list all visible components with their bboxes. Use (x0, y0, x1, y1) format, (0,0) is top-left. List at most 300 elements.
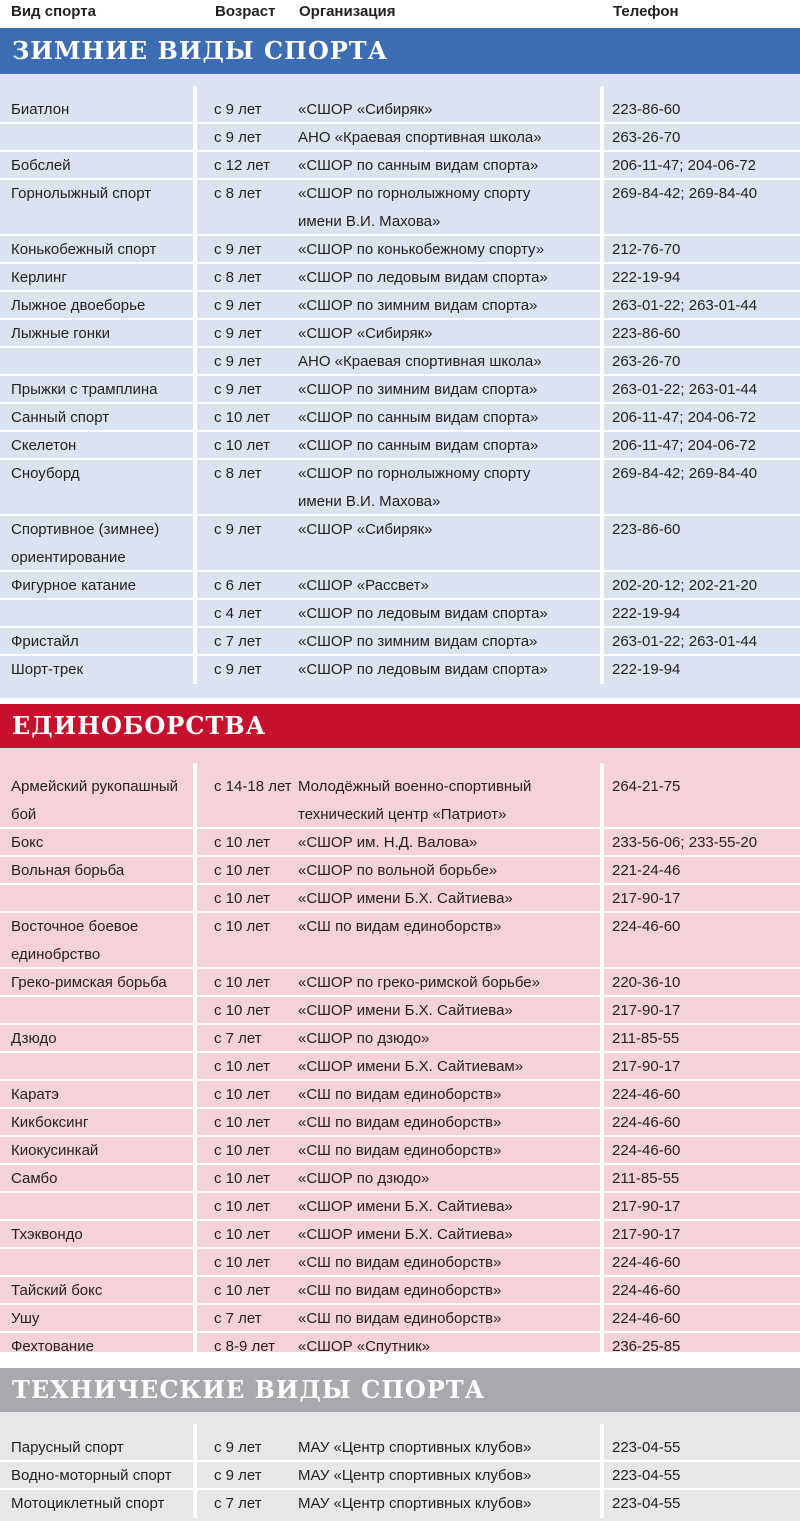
row-divider (604, 598, 800, 600)
column-divider (193, 763, 197, 1361)
cell-age: с 7 лет (214, 1495, 262, 1512)
row-divider (0, 346, 193, 348)
cell-phone: 202-20-12; 202-21-20 (612, 577, 758, 594)
row-divider (604, 855, 800, 857)
cell-org-line: «СШОР по горнолыжному спорту (298, 465, 531, 482)
table-row (0, 152, 800, 180)
row-divider (197, 290, 600, 292)
cell-org-line: «СШ по видам единоборств» (298, 1254, 502, 1271)
cell-org-line: «СШОР имени Б.Х. Сайтиева» (298, 1226, 513, 1243)
cell-age: с 10 лет (214, 834, 270, 851)
row-divider (604, 1331, 800, 1333)
cell-sport (11, 404, 191, 432)
cell-age: с 9 лет (214, 381, 262, 398)
table-row (0, 1462, 800, 1490)
cell-sport (11, 857, 191, 885)
cell-sport (11, 236, 191, 264)
cell-org-line: «СШОР по ледовым видам спорта» (298, 661, 548, 678)
cell-age: с 10 лет (214, 1086, 270, 1103)
cell-org (298, 829, 598, 857)
row-divider (0, 967, 193, 969)
table-row (0, 376, 800, 404)
cell-org-line: «СШОР по ледовым видам спорта» (298, 269, 548, 286)
row-divider (0, 178, 193, 180)
cell-age: с 10 лет (214, 437, 270, 454)
cell-sport-line: Бокс (11, 834, 44, 851)
cell-age: с 9 лет (214, 353, 262, 370)
cell-sport-line: Вольная борьба (11, 862, 125, 879)
cell-age: с 7 лет (214, 633, 262, 650)
cell-age: с 10 лет (214, 918, 270, 935)
row-divider (0, 1135, 193, 1137)
row-divider (197, 346, 600, 348)
row-divider (604, 1163, 800, 1165)
cell-org (298, 1434, 598, 1462)
table-row (0, 1277, 800, 1305)
cell-sport-line: Бобслей (11, 157, 71, 174)
cell-org-line: «СШОР по горнолыжному спорту (298, 185, 531, 202)
cell-sport (11, 320, 191, 348)
cell-sport-line: Спортивное (зимнее) (11, 521, 160, 538)
cell-sport (11, 152, 191, 180)
cell-org (298, 1081, 598, 1109)
cell-sport-line: Парусный спорт (11, 1439, 124, 1456)
cell-sport (11, 773, 191, 829)
table-row (0, 236, 800, 264)
cell-sport-line: Восточное боевое (11, 918, 139, 935)
row-divider (0, 1191, 193, 1193)
cell-phone: 263-01-22; 263-01-44 (612, 381, 758, 398)
row-divider (604, 318, 800, 320)
cell-sport (11, 264, 191, 292)
row-divider (0, 430, 193, 432)
row-divider (197, 1275, 600, 1277)
row-divider (604, 1460, 800, 1462)
column-divider (193, 86, 197, 684)
cell-phone: 211-85-55 (612, 1170, 680, 1187)
cell-sport-line: Лыжные гонки (11, 325, 110, 342)
cell-org (298, 124, 598, 152)
cell-age: с 9 лет (214, 101, 262, 118)
cell-sport-line: Лыжное двоеборье (11, 297, 146, 314)
cell-org-line: МАУ «Центр спортивных клубов» (298, 1439, 532, 1456)
row-divider (0, 827, 193, 829)
cell-age: с 9 лет (214, 1439, 262, 1456)
cell-phone: 236-25-85 (612, 1338, 681, 1355)
cell-org (298, 152, 598, 180)
row-divider (0, 1488, 193, 1490)
cell-phone: 263-26-70 (612, 129, 681, 146)
row-divider (197, 1191, 600, 1193)
cell-org (298, 320, 598, 348)
cell-sport-line: единобрство (11, 946, 101, 963)
row-divider (197, 1219, 600, 1221)
table-row (0, 1081, 800, 1109)
cell-org (298, 656, 598, 684)
cell-org (298, 1249, 598, 1277)
cell-age: с 10 лет (214, 1282, 270, 1299)
cell-age: с 10 лет (214, 974, 270, 991)
row-divider (0, 855, 193, 857)
cell-sport-line: Каратэ (11, 1086, 59, 1103)
cell-phone: 269-84-42; 269-84-40 (612, 465, 758, 482)
row-divider (197, 570, 600, 572)
row-divider (197, 1488, 600, 1490)
cell-org (298, 432, 598, 460)
cell-org (298, 180, 598, 236)
row-divider (604, 346, 800, 348)
cell-org-line: «СШ по видам единоборств» (298, 1086, 502, 1103)
row-divider (604, 290, 800, 292)
row-divider (604, 1135, 800, 1137)
cell-sport-line: Тайский бокс (11, 1282, 103, 1299)
table-row (0, 320, 800, 348)
table-row (0, 1109, 800, 1137)
row-divider (604, 626, 800, 628)
column-divider (600, 763, 604, 1361)
cell-phone: 223-04-55 (612, 1467, 681, 1484)
table-row (0, 628, 800, 656)
cell-org (298, 1109, 598, 1137)
cell-org (298, 572, 598, 600)
cell-sport (11, 1081, 191, 1109)
cell-sport-line: Ушу (11, 1310, 40, 1327)
cell-age: с 9 лет (214, 1467, 262, 1484)
table-row (0, 1025, 800, 1053)
cell-org (298, 460, 598, 516)
table-row (0, 857, 800, 885)
cell-sport (11, 1277, 191, 1305)
row-divider (197, 430, 600, 432)
row-divider (0, 654, 193, 656)
cell-org-line: «СШОР по санным видам спорта» (298, 157, 539, 174)
cell-phone: 224-46-60 (612, 1282, 681, 1299)
cell-age: с 9 лет (214, 661, 262, 678)
cell-org-line: «СШ по видам единоборств» (298, 1142, 502, 1159)
row-divider (0, 1275, 193, 1277)
row-divider (0, 1163, 193, 1165)
section-title-combat: ЕДИНОБОРСТВА (0, 704, 800, 748)
row-divider (0, 883, 193, 885)
cell-org (298, 1193, 598, 1221)
row-divider (604, 995, 800, 997)
cell-sport (11, 376, 191, 404)
cell-age: с 9 лет (214, 241, 262, 258)
cell-phone: 223-86-60 (612, 325, 681, 342)
column-divider (600, 86, 604, 684)
cell-sport (11, 1434, 191, 1462)
row-divider (197, 1247, 600, 1249)
row-divider (0, 1023, 193, 1025)
cell-sport-line: ориентирование (11, 549, 126, 566)
row-divider (0, 1247, 193, 1249)
row-divider (197, 178, 600, 180)
cell-age: с 8 лет (214, 269, 262, 286)
row-divider (604, 1023, 800, 1025)
cell-org (298, 1277, 598, 1305)
table-row (0, 1434, 800, 1462)
cell-age: с 8-9 лет (214, 1338, 275, 1355)
row-divider (604, 570, 800, 572)
cell-phone: 224-46-60 (612, 918, 681, 935)
row-divider (604, 262, 800, 264)
cell-org-line: МАУ «Центр спортивных клубов» (298, 1467, 532, 1484)
cell-phone: 222-19-94 (612, 269, 681, 286)
cell-age: с 8 лет (214, 185, 262, 202)
cell-org-line: имени В.И. Махова» (298, 493, 441, 510)
cell-org-line: технический центр «Патриот» (298, 806, 507, 823)
row-divider (197, 654, 600, 656)
row-divider (604, 1191, 800, 1193)
cell-sport (11, 1025, 191, 1053)
cell-phone: 233-56-06; 233-55-20 (612, 834, 758, 851)
row-divider (604, 967, 800, 969)
table-row (0, 124, 800, 152)
cell-sport-line: Биатлон (11, 101, 70, 118)
table-row (0, 885, 800, 913)
table-row (0, 997, 800, 1025)
cell-sport (11, 1333, 191, 1361)
cell-sport-line: Сноуборд (11, 465, 80, 482)
cell-org (298, 516, 598, 544)
cell-org (298, 376, 598, 404)
cell-phone: 206-11-47; 204-06-72 (612, 157, 756, 174)
cell-sport-line: Конькобежный спорт (11, 241, 157, 258)
cell-org-line: «СШОР «Спутник» (298, 1338, 430, 1355)
cell-sport (11, 432, 191, 460)
cell-sport-line: Керлинг (11, 269, 67, 286)
cell-org-line: «СШОР по зимним видам спорта» (298, 381, 538, 398)
row-divider (197, 374, 600, 376)
cell-age: с 10 лет (214, 1254, 270, 1271)
row-divider (0, 234, 193, 236)
cell-org-line: «СШ по видам единоборств» (298, 1310, 502, 1327)
table-row (0, 292, 800, 320)
cell-sport (11, 913, 191, 969)
row-divider (0, 122, 193, 124)
row-divider (197, 1023, 600, 1025)
table-row (0, 1490, 800, 1518)
cell-sport (11, 572, 191, 600)
cell-sport (11, 292, 191, 320)
cell-phone: 224-46-60 (612, 1142, 681, 1159)
cell-phone: 212-76-70 (612, 241, 681, 258)
cell-org-line: «СШ по видам единоборств» (298, 918, 502, 935)
cell-org (298, 997, 598, 1025)
row-divider (197, 318, 600, 320)
row-divider (197, 1303, 600, 1305)
row-divider (604, 122, 800, 124)
cell-org (298, 773, 598, 829)
table-row (0, 1221, 800, 1249)
cell-phone: 217-90-17 (612, 1226, 681, 1243)
cell-sport-line: Шорт-трек (11, 661, 84, 678)
row-divider (604, 1219, 800, 1221)
cell-phone: 217-90-17 (612, 1002, 681, 1019)
row-divider (0, 318, 193, 320)
cell-sport-line: Санный спорт (11, 409, 110, 426)
cell-org-line: АНО «Краевая спортивная школа» (298, 129, 542, 146)
cell-sport (11, 969, 191, 997)
cell-org-line: «СШОР им. Н.Д. Валова» (298, 834, 478, 851)
cell-org-line: «СШОР «Сибиряк» (298, 101, 433, 118)
cell-sport (11, 1221, 191, 1249)
cell-org-line: «СШОР по вольной борьбе» (298, 862, 498, 879)
row-divider (604, 150, 800, 152)
row-divider (197, 1460, 600, 1462)
table-row (0, 348, 800, 376)
row-divider (0, 1460, 193, 1462)
table-row (0, 1053, 800, 1081)
cell-sport-line: Тхэквондо (11, 1226, 83, 1243)
row-divider (197, 1107, 600, 1109)
cell-age: с 10 лет (214, 1170, 270, 1187)
table-row (0, 180, 800, 236)
cell-sport (11, 180, 191, 208)
cell-org (298, 1025, 598, 1053)
cell-age: с 10 лет (214, 1142, 270, 1159)
section-combat-rows (0, 773, 800, 1361)
cell-org (298, 1462, 598, 1490)
cell-org-line: имени В.И. Махова» (298, 213, 441, 230)
cell-sport (11, 516, 191, 572)
row-divider (604, 458, 800, 460)
cell-phone: 206-11-47; 204-06-72 (612, 409, 756, 426)
cell-org-line: «СШОР по греко-римской борьбе» (298, 974, 540, 991)
cell-sport (11, 1490, 191, 1518)
cell-age: с 10 лет (214, 1226, 270, 1243)
cell-org (298, 1305, 598, 1333)
cell-sport-line: Прыжки с трамплина (11, 381, 158, 398)
row-divider (197, 262, 600, 264)
row-divider (604, 1079, 800, 1081)
cell-org-line: «СШОР «Рассвет» (298, 577, 429, 594)
cell-phone: 224-46-60 (612, 1086, 681, 1103)
cell-phone: 206-11-47; 204-06-72 (612, 437, 756, 454)
section-title-tech: ТЕХНИЧЕСКИЕ ВИДЫ СПОРТА (0, 1368, 800, 1412)
row-divider (197, 995, 600, 997)
cell-org-line: «СШОР по конькобежному спорту» (298, 241, 545, 258)
row-divider (604, 1051, 800, 1053)
cell-org-line: «СШОР имени Б.Х. Сайтиева» (298, 890, 513, 907)
row-divider (604, 1107, 800, 1109)
cell-org (298, 1137, 598, 1165)
cell-org (298, 913, 598, 941)
cell-sport (11, 628, 191, 656)
cell-org (298, 264, 598, 292)
cell-age: с 10 лет (214, 1002, 270, 1019)
table-row (0, 460, 800, 516)
cell-org (298, 885, 598, 913)
cell-phone: 263-01-22; 263-01-44 (612, 633, 758, 650)
cell-phone: 223-86-60 (612, 101, 681, 118)
cell-sport (11, 656, 191, 684)
table-row (0, 264, 800, 292)
cell-age: с 10 лет (214, 1058, 270, 1075)
cell-org (298, 600, 598, 628)
cell-age: с 6 лет (214, 577, 262, 594)
row-divider (604, 514, 800, 516)
section-winter-rows (0, 96, 800, 684)
cell-phone: 264-21-75 (612, 778, 681, 795)
cell-phone: 217-90-17 (612, 1058, 681, 1075)
row-divider (197, 1163, 600, 1165)
cell-org (298, 292, 598, 320)
cell-phone: 222-19-94 (612, 605, 681, 622)
cell-phone: 263-01-22; 263-01-44 (612, 297, 758, 314)
row-divider (197, 514, 600, 516)
row-divider (197, 150, 600, 152)
cell-age: с 10 лет (214, 1114, 270, 1131)
table-row (0, 516, 800, 572)
row-divider (0, 995, 193, 997)
cell-org-line: «СШОР по зимним видам спорта» (298, 297, 538, 314)
row-divider (197, 827, 600, 829)
cell-sport-line: Греко-римская борьба (11, 974, 167, 991)
cell-org (298, 1221, 598, 1249)
cell-org (298, 1165, 598, 1193)
table-row (0, 1165, 800, 1193)
cell-phone: 269-84-42; 269-84-40 (612, 185, 758, 202)
row-divider (604, 234, 800, 236)
header-age: Возраст (215, 3, 276, 20)
row-divider (604, 374, 800, 376)
row-divider (0, 150, 193, 152)
row-divider (0, 262, 193, 264)
cell-org-line: «СШОР «Сибиряк» (298, 521, 433, 538)
row-divider (197, 234, 600, 236)
cell-age: с 4 лет (214, 605, 262, 622)
cell-phone: 217-90-17 (612, 1198, 681, 1215)
table-row (0, 432, 800, 460)
cell-age: с 10 лет (214, 890, 270, 907)
row-divider (0, 626, 193, 628)
cell-org-line: «СШ по видам единоборств» (298, 1114, 502, 1131)
cell-org (298, 1053, 598, 1081)
row-divider (0, 570, 193, 572)
row-divider (0, 911, 193, 913)
row-divider (197, 1135, 600, 1137)
cell-org-line: «СШОР по санным видам спорта» (298, 409, 539, 426)
cell-sport-line: Фигурное катание (11, 577, 137, 594)
cell-sport (11, 1109, 191, 1137)
cell-org-line: «СШОР по дзюдо» (298, 1030, 430, 1047)
cell-sport (11, 96, 191, 124)
row-divider (604, 883, 800, 885)
row-divider (0, 1331, 193, 1333)
cell-org (298, 348, 598, 376)
cell-org (298, 857, 598, 885)
header-sport: Вид спорта (11, 3, 96, 20)
cell-phone: 224-46-60 (612, 1310, 681, 1327)
cell-sport-line: Киокусинкай (11, 1142, 99, 1159)
row-divider (197, 1079, 600, 1081)
cell-age: с 14-18 лет (214, 778, 292, 795)
row-divider (197, 967, 600, 969)
row-divider (0, 1303, 193, 1305)
row-divider (604, 1488, 800, 1490)
row-divider (604, 654, 800, 656)
row-divider (197, 402, 600, 404)
row-divider (197, 1051, 600, 1053)
cell-sport (11, 1137, 191, 1165)
row-divider (197, 122, 600, 124)
cell-sport-line: Армейский рукопашный (11, 778, 179, 795)
cell-phone: 217-90-17 (612, 890, 681, 907)
cell-org (298, 236, 598, 264)
cell-org (298, 1490, 598, 1518)
table-row (0, 1333, 800, 1361)
